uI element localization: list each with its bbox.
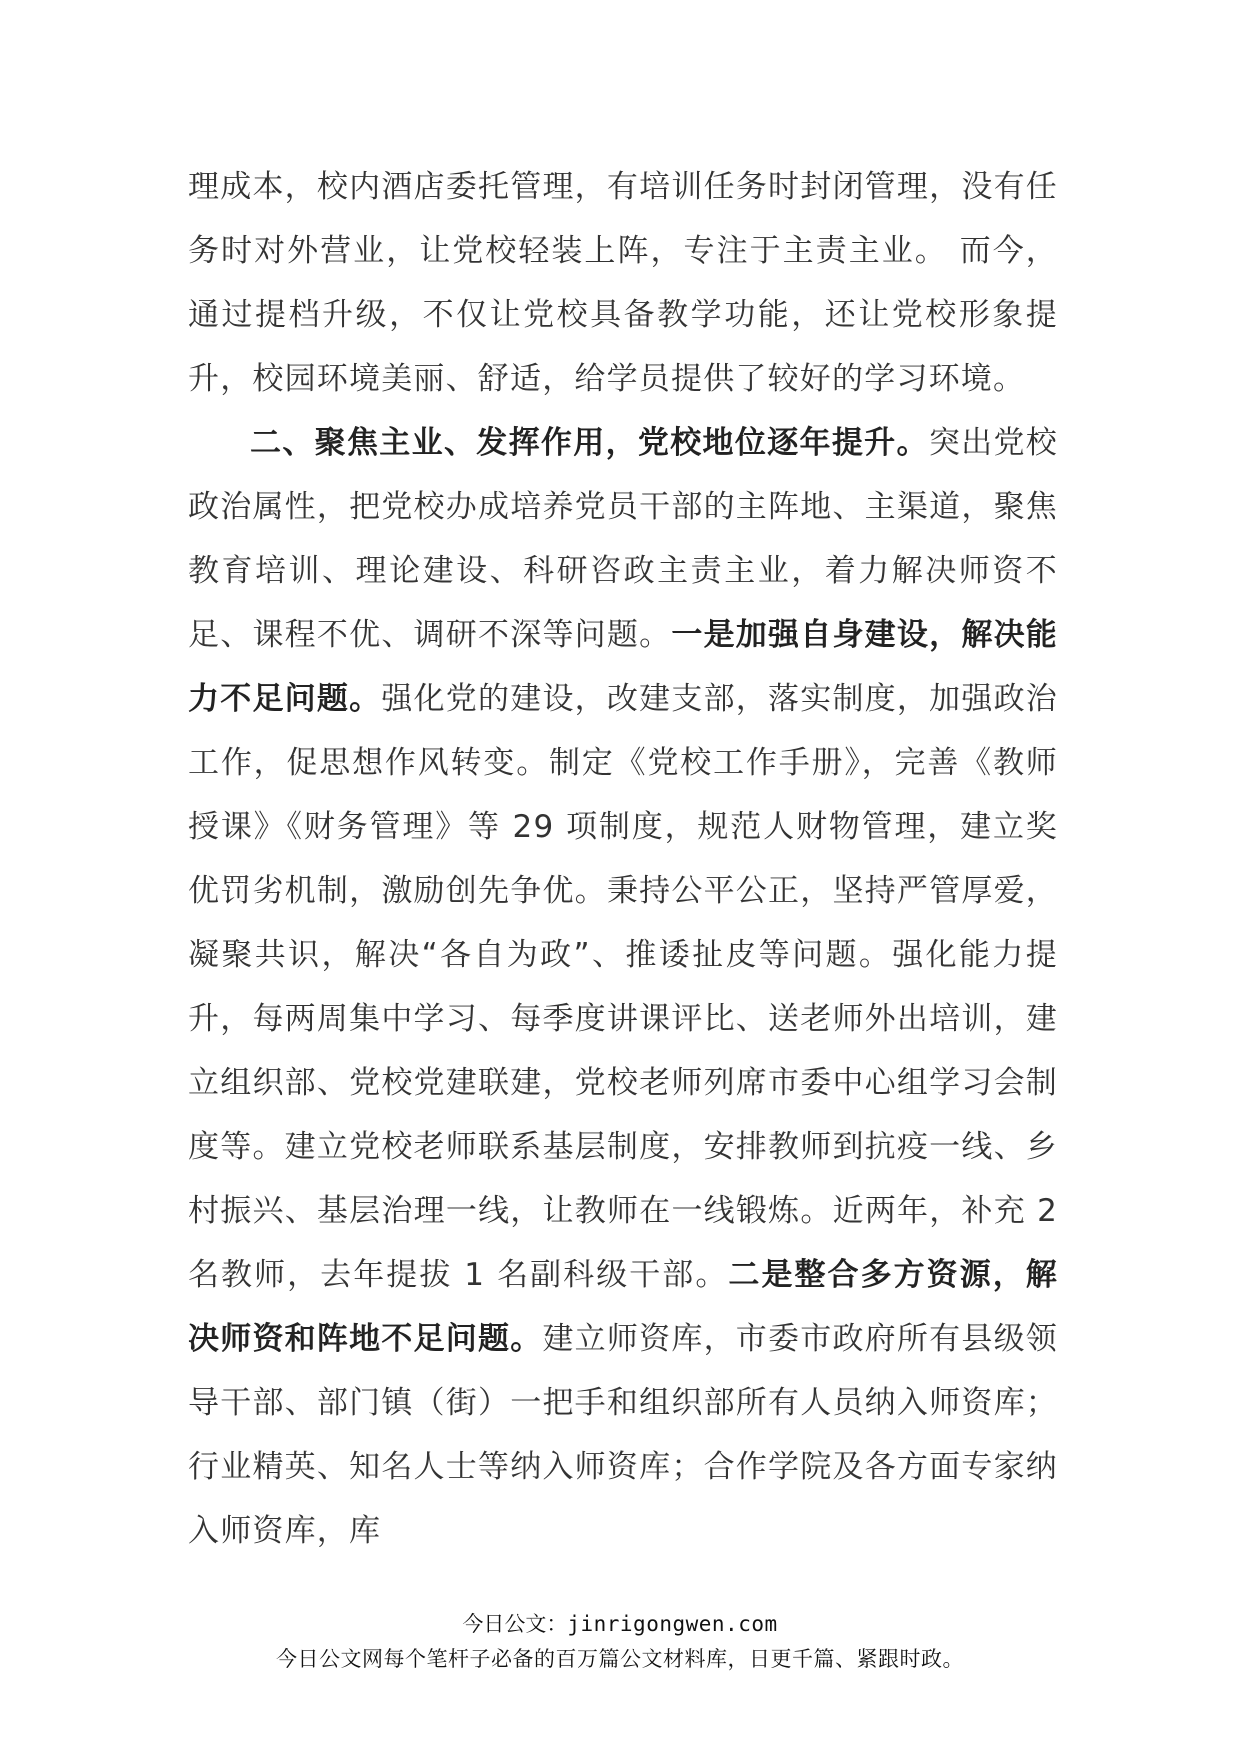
paragraph-1-text: 理成本，校内酒店委托管理，有培训任务时封闭管理，没有任务时对外营业，让党校轻装上阵，专注于主责主业。 而今，通过提档升级，不仅让党校具备教学功能，还让党校形象提升，校园环境美丽、舒适，给学员提供了较好的学习环境。 <box>188 169 1058 397</box>
paragraph-2-text-3: 建立师资库，市委市政府所有县级领导干部、部门镇（街）一把手和组织部所有人员纳入师资库；行业精英、知名人士等纳入师资库；合作学院及各方面专家纳入师资库，库 <box>188 1321 1058 1549</box>
paragraph-1 <box>188 155 1058 411</box>
paragraph-2-text-1: 突出党校政治属性，把党校办成培养党员干部的主阵地、主渠道，聚焦教育培训、理论建设、科研咨政主责主业，着力解决师资不足、课程不优、调研不深等问题。 <box>188 425 1058 653</box>
point-one-heading: 一是加强自身建设，解决能力不足问题。 <box>188 617 1058 717</box>
point-two-heading: 二是整合多方资源，解决师资和阵地不足问题。 <box>188 1257 1059 1357</box>
document-body <box>188 155 1058 1563</box>
paragraph-2 <box>188 411 1058 1563</box>
paragraph-2-text-2: 强化党的建设，改建支部，落实制度，加强政治工作，促思想作风转变。制定《党校工作手册》，完善《教师授课》《财务管理》等 29 项制度，规范人财物管理，建立奖优罚劣机制，激励创先争优。秉持公平公正，坚持严管厚爱，凝聚共识，解决“各自为政”、推诿扯皮等问题。强化能力提升，每两周集中学习、每季度讲课评比、送老师外出培训，建立组织部、党校党建联建，党校老师列席市委中心组学习会制度等。建立党校老师联系基层制度，安排教师到抗疫一线、乡村振兴、基层治理一线，让教师在一线锻炼。近两年，补充 2 名教师，去年提拔 1 名副科级干部。 <box>188 681 1058 1293</box>
footer-url[interactable]: jinrigongwen.com <box>567 1612 778 1636</box>
footer-source <box>0 1609 1240 1639</box>
section-heading: 二、聚焦主业、发挥作用，党校地位逐年提升。 <box>250 425 929 461</box>
footer-slogan: 今日公文网每个笔杆子必备的百万篇公文材料库，日更千篇、紧跟时政。 <box>276 1647 964 1671</box>
footer-label: 今日公文： <box>462 1612 568 1636</box>
